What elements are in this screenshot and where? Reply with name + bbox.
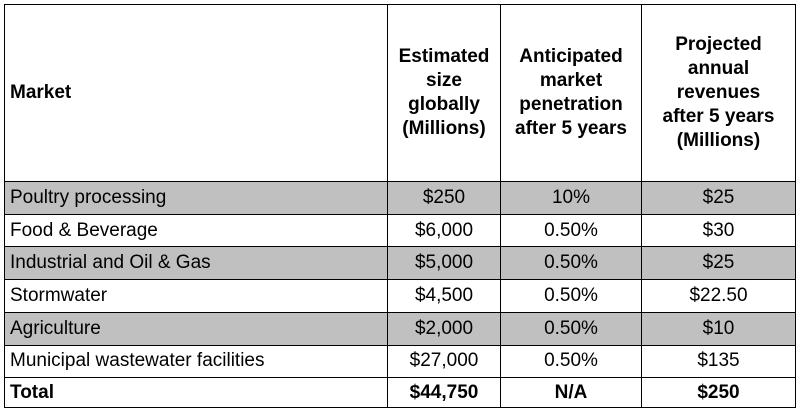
cell-market: Stormwater bbox=[5, 280, 388, 313]
header-line: (Millions) bbox=[402, 118, 486, 139]
cell-size: $250 bbox=[388, 182, 501, 215]
cell-penetration: 0.50% bbox=[501, 345, 642, 378]
header-revenues bbox=[642, 5, 796, 182]
cell-market: Municipal wastewater facilities bbox=[5, 345, 388, 378]
total-revenue: $250 bbox=[642, 378, 796, 408]
header-market: Market bbox=[5, 5, 388, 182]
cell-market: Industrial and Oil & Gas bbox=[5, 247, 388, 280]
cell-revenue: $25 bbox=[642, 182, 796, 215]
header-penetration bbox=[501, 5, 642, 182]
cell-penetration: 0.50% bbox=[501, 280, 642, 313]
cell-market: Agriculture bbox=[5, 312, 388, 345]
cell-revenue: $30 bbox=[642, 214, 796, 247]
table-row bbox=[5, 182, 796, 215]
header-line: globally bbox=[408, 94, 480, 115]
total-penetration: N/A bbox=[501, 378, 642, 408]
cell-size: $4,500 bbox=[388, 280, 501, 313]
header-line: market bbox=[539, 70, 603, 91]
header-line: penetration bbox=[519, 94, 623, 115]
total-row bbox=[5, 378, 796, 408]
header-line: Projected bbox=[675, 34, 762, 55]
cell-revenue: $135 bbox=[642, 345, 796, 378]
header-line: Anticipated bbox=[519, 46, 623, 67]
table-row bbox=[5, 247, 796, 280]
cell-size: $27,000 bbox=[388, 345, 501, 378]
cell-revenue: $25 bbox=[642, 247, 796, 280]
total-label: Total bbox=[5, 378, 388, 408]
header-line: revenues bbox=[676, 82, 761, 103]
total-size: $44,750 bbox=[388, 378, 501, 408]
cell-penetration: 0.50% bbox=[501, 247, 642, 280]
table-row bbox=[5, 345, 796, 378]
cell-size: $6,000 bbox=[388, 214, 501, 247]
header-line: after 5 years bbox=[662, 106, 775, 127]
cell-revenue: $10 bbox=[642, 312, 796, 345]
header-row bbox=[5, 5, 796, 182]
cell-penetration: 0.50% bbox=[501, 214, 642, 247]
cell-revenue: $22.50 bbox=[642, 280, 796, 313]
table-row bbox=[5, 312, 796, 345]
header-line: annual bbox=[687, 58, 750, 79]
cell-market: Poultry processing bbox=[5, 182, 388, 215]
header-line: Estimated bbox=[398, 46, 490, 67]
header-line: size bbox=[426, 70, 462, 91]
cell-penetration: 0.50% bbox=[501, 312, 642, 345]
table-row bbox=[5, 214, 796, 247]
header-estimated-size bbox=[388, 5, 501, 182]
cell-penetration: 10% bbox=[501, 182, 642, 215]
table-row bbox=[5, 280, 796, 313]
cell-size: $5,000 bbox=[388, 247, 501, 280]
header-line: after 5 years bbox=[515, 118, 627, 139]
header-line: (Millions) bbox=[676, 130, 761, 151]
market-revenue-table bbox=[4, 4, 796, 408]
cell-size: $2,000 bbox=[388, 312, 501, 345]
cell-market: Food & Beverage bbox=[5, 214, 388, 247]
